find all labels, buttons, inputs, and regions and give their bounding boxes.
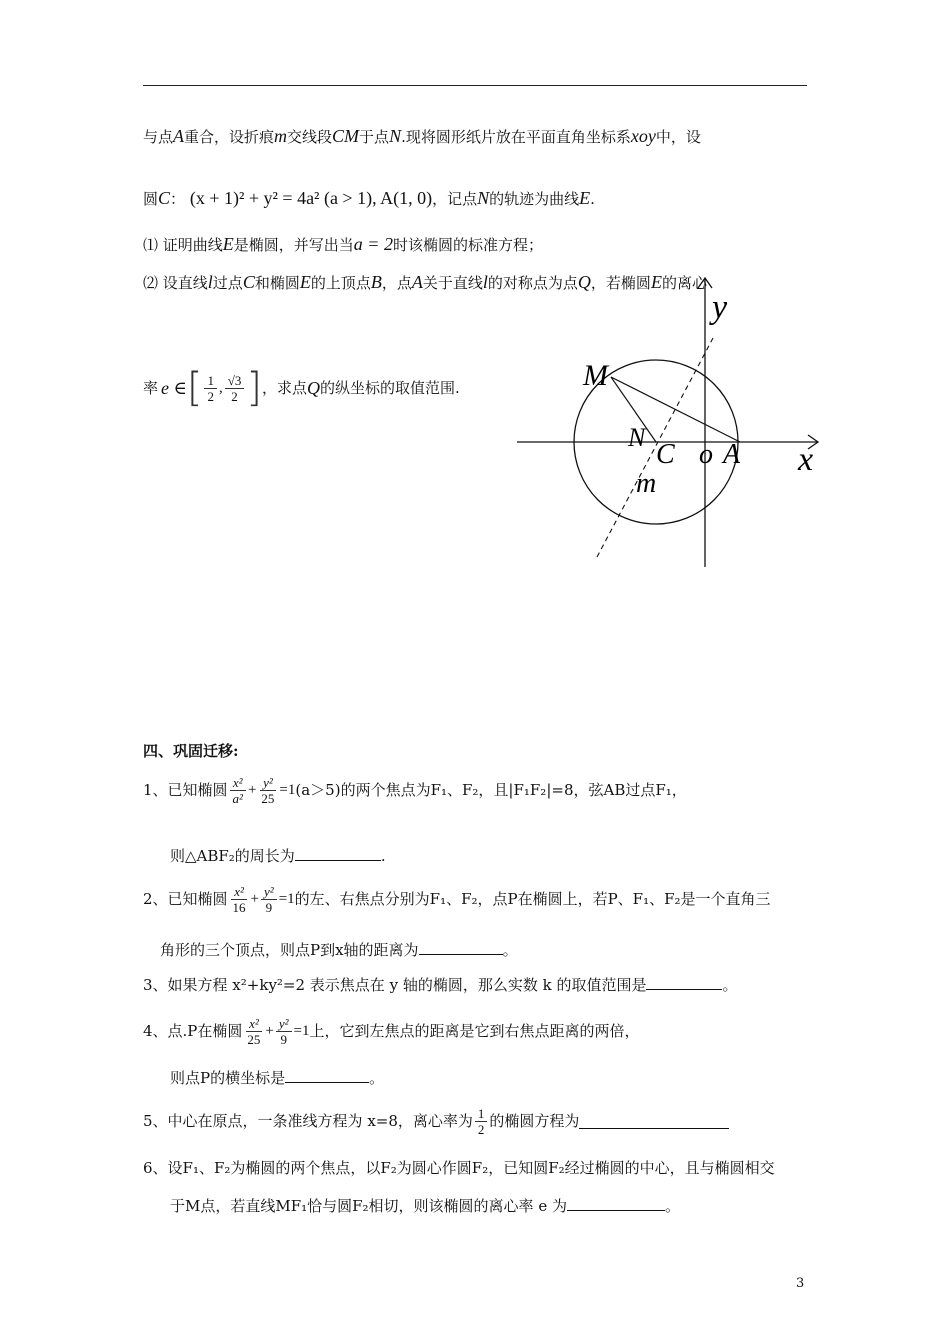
text: 6、设F₁、F₂为椭圆的两个焦点，以F₂为圆心作圆F₂，已知圆F₂经过椭圆的中心，且与椭圆相交 (143, 1159, 775, 1177)
text: 是椭圆，并写出当 (233, 236, 354, 254)
question-2-line-2 (160, 940, 518, 960)
numerator: y² (276, 1016, 292, 1032)
answer-blank[interactable] (295, 846, 381, 861)
text: 。 (664, 1197, 680, 1215)
text: 2、已知椭圆 (143, 890, 228, 908)
page-number: 3 (796, 1276, 805, 1291)
question-2 (143, 876, 771, 922)
text: 上，它到左焦点的距离是它到右焦点距离的两倍， (309, 1022, 640, 1040)
var-A: A (173, 126, 185, 146)
text: 3、如果方程 x²+ky²=2 表示焦点在 y 轴的椭圆，那么实数 k 的取值范围是 (143, 976, 647, 994)
text: 的左、右焦点分别为F₁、F₂，点P在椭圆上，若P、F₁、F₂是一个直角三 (294, 890, 771, 908)
var-l: l (482, 272, 488, 292)
text: 时该椭圆的标准方程； (392, 236, 543, 254)
numerator: x² (230, 775, 246, 791)
question-6 (143, 1158, 775, 1178)
text: 于M点，若直线MF₁恰与圆F₂相切，则该椭圆的离心率 e 为 (170, 1197, 567, 1215)
var-A: A (411, 272, 423, 292)
var-E: E (222, 234, 234, 254)
text: 过点 (212, 274, 243, 292)
equals: =1 (293, 1023, 310, 1039)
var-E: E (579, 188, 591, 208)
equals: =1 (279, 782, 296, 798)
plus: + (265, 1023, 274, 1039)
text: (a＞5)的两个焦点为F₁、F₂，且|F₁F₂|=8，弦AB过点F₁， (295, 781, 687, 799)
text: 和椭圆 (254, 274, 300, 292)
denominator: 2 (207, 388, 214, 404)
fraction (230, 884, 249, 915)
denominator: 25 (247, 1031, 261, 1047)
question-5 (143, 1099, 729, 1143)
text: 的上顶点 (310, 274, 371, 292)
numerator: √3 (225, 373, 245, 389)
circle-equation: (x + 1)² + y² = 4a² (a > 1), A(1, 0) (189, 188, 433, 208)
text: 。 (722, 976, 738, 994)
text: 5、中心在原点，一条准线方程为 x=8，离心率为 (143, 1112, 473, 1130)
var-Q: Q (306, 378, 320, 398)
fraction (258, 775, 277, 806)
numerator: y² (260, 775, 276, 791)
var-E: E (299, 272, 311, 292)
text: ⑵ 设直线 (143, 274, 208, 292)
numerator: 1 (475, 1106, 488, 1122)
label-o: o (699, 439, 713, 470)
fraction (261, 884, 277, 915)
equals: =1 (278, 891, 295, 907)
text: 的纵坐标的取值范围. (319, 379, 460, 397)
right-bracket: ] (246, 365, 262, 411)
var-Q: Q (577, 272, 591, 292)
denominator: 9 (265, 899, 273, 915)
fraction (230, 775, 246, 806)
label-M: M (583, 359, 608, 392)
label-A: A (723, 439, 741, 470)
label-x: x (798, 441, 814, 478)
label-m: m (636, 468, 657, 499)
denominator: a² (232, 790, 243, 806)
numerator: x² (231, 884, 247, 900)
text: . (590, 190, 595, 208)
question-3 (143, 975, 737, 995)
answer-blank[interactable] (567, 1196, 665, 1211)
text: .现将圆形纸片放在平面直角坐标系 (401, 128, 631, 146)
text: 角形的三个顶点，则点P到x轴的距离为 (160, 941, 419, 959)
text: 的对称点为点 (487, 274, 578, 292)
text: 与点 (143, 128, 174, 146)
plus: + (247, 782, 257, 798)
text: ，若椭圆 (590, 274, 651, 292)
text: ，记点 (432, 190, 478, 208)
denominator: 25 (261, 790, 275, 806)
var-N: N (477, 188, 490, 208)
text: 的离心 (661, 274, 707, 292)
text: 率 (143, 379, 159, 397)
text: 于点 (359, 128, 390, 146)
question-4-line-2 (170, 1068, 384, 1088)
text: 4、点.P在椭圆 (143, 1022, 243, 1040)
section-title: 四、巩固迁移: (143, 742, 239, 760)
var-N: N (389, 126, 402, 146)
text: ： (170, 190, 186, 208)
denominator: 16 (232, 899, 246, 915)
text: ⑴ 证明曲线 (143, 236, 223, 254)
denominator: 2 (477, 1121, 485, 1137)
problem-part-2b: 率 e ∈ [ $\frac{1}{2}$ , $\frac{√3}{2}$ ] ，求点 Q 的纵坐标的取值范围. (143, 365, 460, 411)
denominator: 2 (231, 388, 238, 404)
label-C: C (656, 439, 675, 470)
text: 的轨迹为曲线 (489, 190, 580, 208)
answer-blank[interactable] (646, 975, 722, 990)
text: 关于直线 (422, 274, 483, 292)
text: 1、已知椭圆 (143, 781, 228, 799)
answer-blank[interactable] (419, 940, 503, 955)
text: 交线段 (287, 128, 333, 146)
left-bracket: [ (186, 365, 203, 411)
answer-blank[interactable] (285, 1068, 369, 1083)
question-1 (143, 768, 687, 812)
text: ，求点 (261, 379, 307, 397)
text: 。 (369, 1069, 385, 1087)
numerator: y² (261, 884, 277, 900)
label-N: N (628, 423, 646, 452)
var-C: C (242, 272, 255, 292)
fraction-one-half (475, 1106, 488, 1137)
condition: a = 2 (353, 234, 393, 254)
fraction (276, 1016, 292, 1047)
numerator: x² (246, 1016, 262, 1032)
question-6-line-2 (170, 1196, 680, 1216)
var-xoy: xoy (630, 126, 656, 146)
text: 则点P的横坐标是 (170, 1069, 286, 1087)
denominator: 9 (280, 1031, 287, 1047)
var-e: e ∈ (161, 378, 187, 398)
var-m: m (274, 126, 288, 146)
text: 则△ABF₂的周长为 (170, 847, 295, 865)
question-4 (143, 1008, 640, 1054)
text: 中，设 (655, 128, 701, 146)
var-CM: CM (332, 126, 360, 146)
question-1-line-2 (170, 846, 386, 866)
text: 圆 (143, 190, 159, 208)
text: 。 (502, 941, 518, 959)
var-C: C (158, 188, 171, 208)
circle-figure (0, 0, 950, 600)
var-B: B (370, 272, 382, 292)
plus: + (250, 891, 260, 907)
fraction (244, 1016, 263, 1047)
text: 的椭圆方程为 (489, 1112, 580, 1130)
text: . (380, 847, 386, 865)
var-l: l (207, 272, 213, 292)
text: 重合，设折痕 (184, 128, 275, 146)
label-y: y (712, 289, 728, 326)
numerator: 1 (204, 373, 217, 389)
var-E: E (650, 272, 662, 292)
answer-blank[interactable] (579, 1114, 729, 1129)
text: ，点 (381, 274, 412, 292)
